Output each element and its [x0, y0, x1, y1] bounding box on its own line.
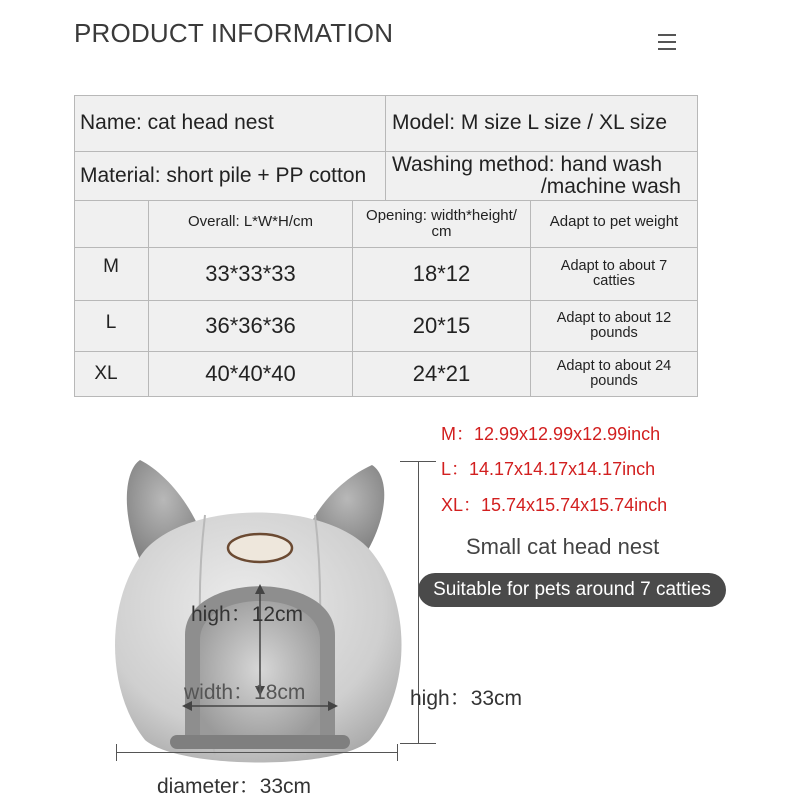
menu-icon[interactable] — [658, 34, 676, 50]
brand-logo — [228, 534, 292, 562]
row-xl-overall: 40*40*40 — [205, 360, 296, 386]
row-xl-adapt — [531, 351, 697, 396]
material-cell: Material: short pile + PP cotton — [80, 163, 367, 187]
opening-height-label: high：12cm — [191, 603, 304, 626]
name-cell: Name: cat head nest — [80, 111, 274, 134]
header-opening — [353, 200, 530, 247]
row-m-opening: 18*12 — [412, 260, 471, 286]
row-m-adapt — [531, 247, 697, 300]
diameter-line-right-cap — [397, 744, 398, 761]
row-l-adapt — [531, 300, 697, 351]
diameter-dimension-line — [116, 752, 398, 753]
row-l-size: L — [105, 312, 117, 333]
row-l-overall: 36*36*36 — [205, 312, 296, 338]
row-m-adapt-line1: Adapt to about 7 — [560, 257, 668, 274]
spec-table — [74, 95, 698, 397]
row-xl-opening: 24*21 — [412, 360, 471, 386]
washing-line2: /machine wash — [540, 174, 681, 198]
row-l-opening: 20*15 — [412, 312, 471, 338]
inch-spec-m: M：12.99x12.99x12.99inch — [441, 424, 661, 444]
inch-spec-xl: XL：15.74x15.74x15.74inch — [441, 495, 668, 515]
opening-width-label: width：18cm — [184, 681, 306, 704]
height-line-bottom-cap — [400, 743, 436, 744]
height-label: high：33cm — [410, 687, 523, 710]
height-line-top-cap — [400, 461, 436, 462]
row-l-adapt-line2: pounds — [590, 324, 638, 341]
model-cell: Model: M size L size / XL size — [392, 111, 668, 134]
suitable-badge: Suitable for pets around 7 catties — [418, 573, 726, 607]
washing-cell — [386, 151, 697, 200]
washing-line1: Washing method: hand wash — [392, 152, 663, 176]
inch-spec-l: L：14.17x14.17x14.17inch — [441, 459, 656, 479]
row-m-size: M — [103, 256, 119, 277]
row-m-adapt-line2: catties — [593, 272, 635, 289]
page-title: PRODUCT INFORMATION — [74, 18, 394, 48]
product-name: Small cat head nest — [466, 534, 660, 559]
row-xl-adapt-line2: pounds — [590, 372, 638, 389]
header-adapt: Adapt to pet weight — [549, 213, 679, 230]
diameter-line-left-cap — [116, 744, 117, 761]
row-m-overall: 33*33*33 — [205, 260, 296, 286]
header-overall: Overall: L*W*H/cm — [187, 213, 314, 230]
row-xl-adapt-line1: Adapt to about 24 — [556, 357, 672, 374]
row-l-adapt-line1: Adapt to about 12 — [556, 309, 672, 326]
row-xl-size: XL — [94, 362, 118, 384]
header-opening-line1: Opening: width*height/ — [366, 206, 517, 224]
diameter-label: diameter：33cm — [157, 775, 312, 798]
header-opening-line2: cm — [431, 222, 452, 240]
